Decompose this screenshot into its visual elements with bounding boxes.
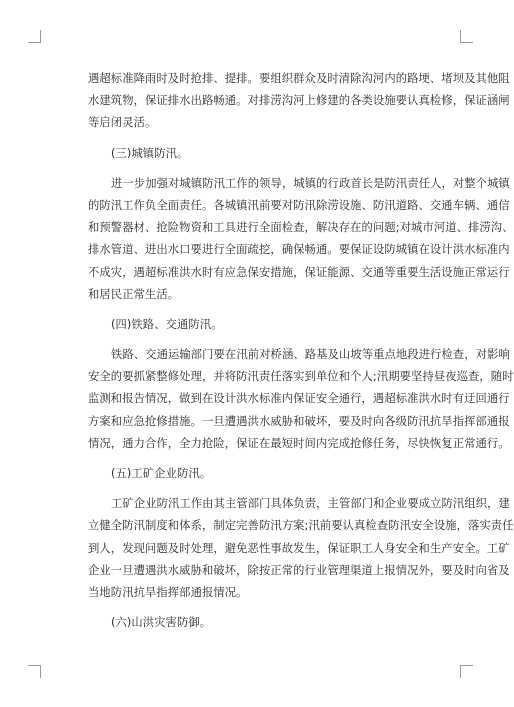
paragraph-industrial xyxy=(88,493,514,604)
text-line: 进一步加强对城镇防汛工作的领导，城镇的行政首长是防汛责任人，对整个城镇 xyxy=(111,176,510,190)
text-line: 企业一旦遭遇洪水威胁和破坏，除按正常的行业管理渠道上报情况外，要及时向省及 xyxy=(88,563,510,577)
section-heading-flash-flood: (六)山洪灾害防御。 xyxy=(111,616,212,630)
text-line: 的防汛工作负全面责任。各城镇汛前要对防汛除涝设施、防汛道路、交通车辆、通信 xyxy=(88,198,510,212)
crop-mark-bottom-right xyxy=(460,665,473,678)
paragraph-urban xyxy=(88,173,514,306)
crop-mark-top-left xyxy=(28,30,41,43)
text-line: 当地防汛抗旱指挥部通报情况。 xyxy=(88,585,248,599)
text-line: 排水管道、进出水口要进行全面疏挖，确保畅通。要保证设防城镇在设计洪水标准内 xyxy=(88,243,510,257)
text-line: 安全的要抓紧整修处理，并将防汛责任落实到单位和个人;汛期要坚持昼夜巡查，随时 xyxy=(88,370,514,384)
text-line: 不成灾，遇超标准洪水时有应急保安措施，保证能源、交通等重要生活设施正常运行 xyxy=(88,265,510,279)
text-line: 立健全防汛制度和体系，制定完善防汛方案;汛前要认真检查防汛安全设施，落实责任 xyxy=(88,519,514,533)
section-heading-industrial: (五)工矿企业防汛。 xyxy=(111,467,212,480)
crop-mark-bottom-left xyxy=(28,665,41,678)
text-line: 水建筑物，保证排水出路畅通。对排涝沟河上修建的各类设施要认真检修，保证涵闸 xyxy=(88,94,510,108)
paragraph-railway xyxy=(88,344,514,455)
crop-mark-top-right xyxy=(460,30,473,43)
text-line: 遇超标准降雨时及时抢排、提排。要组织群众及时清除沟河内的路埂、堵坝及其他阻 xyxy=(88,72,510,85)
text-line: 工矿企业防汛工作由其主管部门具体负责，主管部门和企业要成立防汛组织，建 xyxy=(111,497,510,511)
text-line: 到人，发现问题及时处理，避免恶性事故发生，保证职工人身安全和生产安全。工矿 xyxy=(88,541,510,555)
section-heading-railway: (四)铁路、交通防汛。 xyxy=(111,317,223,331)
text-line: 等启闭灵活。 xyxy=(88,116,157,130)
text-line: 监测和报告情况，做到在设计洪水标准内保证安全通行，遇超标准洪水时有迂回通行 xyxy=(88,392,510,406)
document-body xyxy=(88,68,514,634)
text-line: 情况，通力合作，全力抢险，保证在最短时间内完成抢修任务，尽快恢复正常通行。 xyxy=(88,436,510,450)
text-line: 和居民正常生活。 xyxy=(88,287,180,301)
paragraph-drainage xyxy=(88,68,510,135)
text-line: 方案和应急抢修措施。一旦遭遇洪水威胁和破坏，要及时向各级防汛抗旱指挥部通报 xyxy=(88,414,510,428)
section-heading-urban: (三)城镇防汛。 xyxy=(111,146,189,160)
text-line: 铁路、交通运输部门要在汛前对桥涵、路基及山坡等重点地段进行检查，对影响 xyxy=(111,348,510,362)
text-line: 和预警器材、抢险物资和工具进行全面检查，解决存在的问题;对城市河道、排涝沟、 xyxy=(88,221,514,235)
